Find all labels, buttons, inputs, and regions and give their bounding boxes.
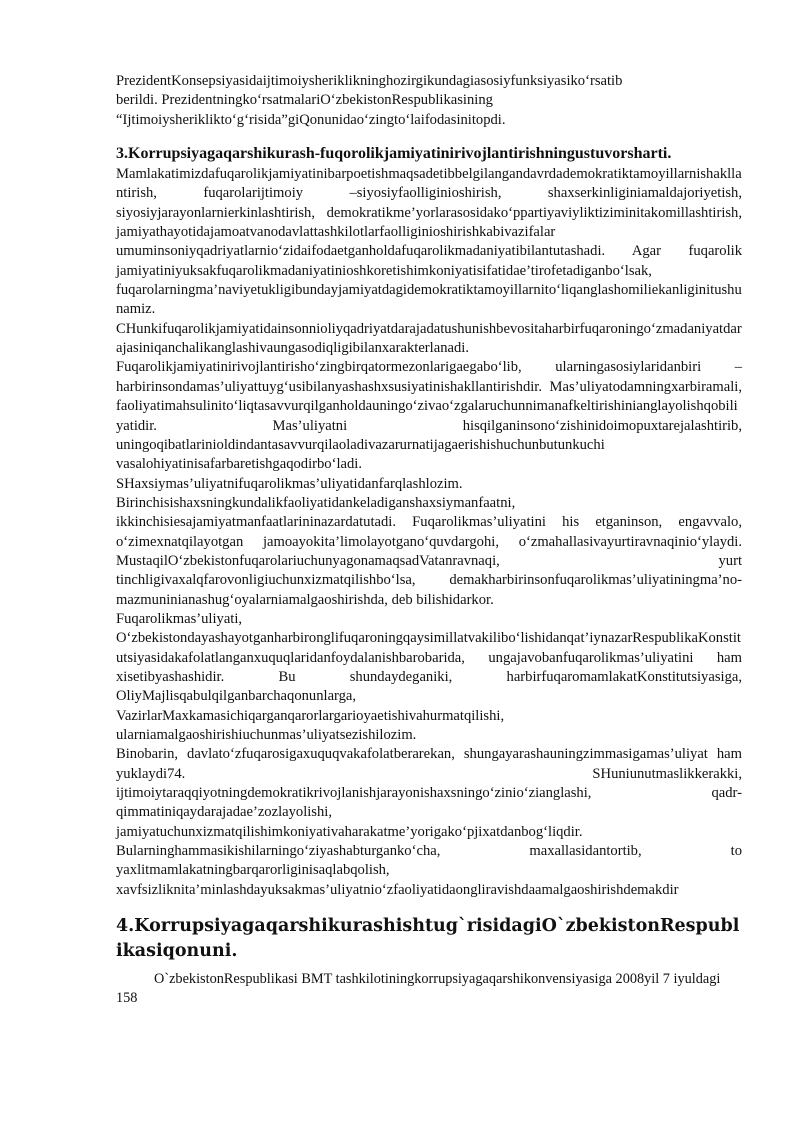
intro-line-3: “Ijtimoiysheriklikto‘g‘risida”giQonunidao‘zingto‘laifodasinitopdi. xyxy=(116,111,506,128)
section-3-paragraph-7: Binobarin, davlato‘zfuqarosigaxuquqvakafolatberarekan, shungayarashauningzimmasigamas’uliyat ham yuklaydi74. SHuniunutmaslikkerakki, ijtimoiytaraqqiyotningdemokratikrivojlanishjarayonishaxsningo‘zinio‘zianglashi, qadr-qimmatiniqaydarajadae’zozlayolishi, jamiyatuchunxizmatqilishimkoniyativaharakatme’yorigako‘pjixatdanbog‘liqdir. xyxy=(116,746,742,840)
section-3-paragraph-1: Mamlakatimizdafuqarolikjamiyatinibarpoetishmaqsadetibbelgilangandavrdademokratiktamoyillarnishakllantirish, fuqarolarijtimoiy –siyosiyfaolliginioshirish, shaxserkinliginiamaldajoriyetish, siyosiyjarayonlarnierkinlashtirish, demokratikme’yorlarasosidako‘ppartiyaviyliktiziminitakomillashtirish, jamiyathayotidajamoatvanodavlattashkilotlarfaolliginioshirishkabivazifalar umuminsoniyqadriyatlarnio‘zidaifodaetganholdafuqarolikmadaniyatibilantutashadi. Agar fuqarolik jamiyatiniyuksakfuqarolikmadaniyatinioshkoretishimkoniyatisifatidae’tirofetadiganbo‘lsak, fuqarolarningma’naviyetukligibundayjamiyatdagidemokratiktamoyillarnito‘liqanglashomiliekanliginitushunamiz. xyxy=(116,166,742,318)
section-3-paragraph-2: CHunkifuqarolikjamiyatidainsonnioliyqadriyatdarajadatushunishbevositaharbirfuqaroningo‘zmadaniyatdarajasiniqanchalikanglashivaungasodiqligibilanxarakterlanadi. xyxy=(116,320,742,357)
section-4-paragraph: O`zbekistonRespublikasi BMT tashkilotiningkorrupsiyagaqarshikonvensiyasiga 2008yil 7 iyuldagi xyxy=(154,971,721,988)
section-3-paragraph-6: Fuqarolikmas’uliyati, O‘zbekistondayashayotganharbironglifuqaroningqaysimillatvakilibo‘lishidanqat’iynazarRespublikaKonstitutsiyasidakafolatlanganxuquqlaridanfoydalanishbarobarida, ungajavobanfuqarolikmas’uliyatini ham xisetibyashashidir. Bu shundaydeganiki, harbirfuqaromamlakatKonstitutsiyasiga, OliyMajlisqabulqilganbarchaqonunlarga, VazirlarMaxkamasichiqarganqarorlargarioyaetishivahurmatqilishi, ularniamalgaoshirishiuchunmas’uliyatsezishilozim. xyxy=(116,610,742,743)
section-3-paragraph-4: SHaxsiymas’uliyatnifuqarolikmas’uliyatidanfarqlashlozim. xyxy=(116,475,463,492)
document-page xyxy=(116,72,742,1008)
page-number: 158 xyxy=(116,990,138,1007)
section-3-paragraph-3: Fuqarolikjamiyatinirivojlantirisho‘zingbirqatormezonlarigaegabo‘lib, ularningasosiylaridanbiri – harbirinsondamas’uliyattuyg‘usibilanyashashxsusiyatinishakllantirishdir. Mas’uliyatodamningxarbiramali, faoliyatimahsulinito‘liqtasavvurqilganholdauningo‘zivao‘zgalaruchunnimanafkeltirishinianglayolishqobiliyatidir. Mas’uliyatni hisqilganinsono‘zishinidoimopuxtarejalashtirib, uningoqibatlarinioldindantasavvurqilaoladivazarurnatijagaerishishuchunbutunkuchi vasalohiyatinisafarbaretishgaqodirbo‘ladi. xyxy=(116,359,742,473)
section-3-heading: 3.Korrupsiyagaqarshikurash-fuqorolikjamiyatinirivojlantirishningustuvorsharti. xyxy=(116,145,672,163)
section-4-heading: 4.Korrupsiyagaqarshikurashishtug`risidagiO`zbekistonRespublikasiqonuni. xyxy=(116,916,740,962)
section-3-paragraph-8: Bularninghammasikishilarningo‘ziyashabturganko‘cha, maxallasidantortib, to yaxlitmamlakatningbarqarorliginisaqlabqolish, xavfsizliknita’minlashdayuksakmas’uliyatnio‘zfaoliyatidaongliravishdaamalgaoshirishdemakdir xyxy=(116,843,742,898)
section-3-paragraph-5: Birinchisishaxsningkundalikfaoliyatidankeladiganshaxsiymanfaatni, ikkinchisiesajamiyatmanfaatlarininazardatutadi. Fuqarolikmas’uliyatini his etganinson, engavvalo, o‘zimexnatqilayotgan jamoayokita’limolayotgano‘quvdargohi, o‘zmahallasivayurtiravnaqinio‘ylaydi. MustaqilO‘zbekistonfuqarolariuchunyagonamaqsadVatanravnaqi, yurt tinchligivaxalqfarovonligiuchunxizmatqilishbo‘lsa, demakharbirinsonfuqarolikmas’uliyatiningma’no-mazmuninianashug‘oyalarniamalgaoshirishda, deb bilishidarkor. xyxy=(116,494,742,608)
intro-line-2: berildi. Prezidentningko‘rsatmalariO‘zbekistonRespublikasining xyxy=(116,92,493,109)
intro-line-1: PrezidentKonsepsiyasidaijtimoiysheriklikninghozirgikundagiasosiyfunksiyasiko‘rsatib xyxy=(116,73,623,89)
